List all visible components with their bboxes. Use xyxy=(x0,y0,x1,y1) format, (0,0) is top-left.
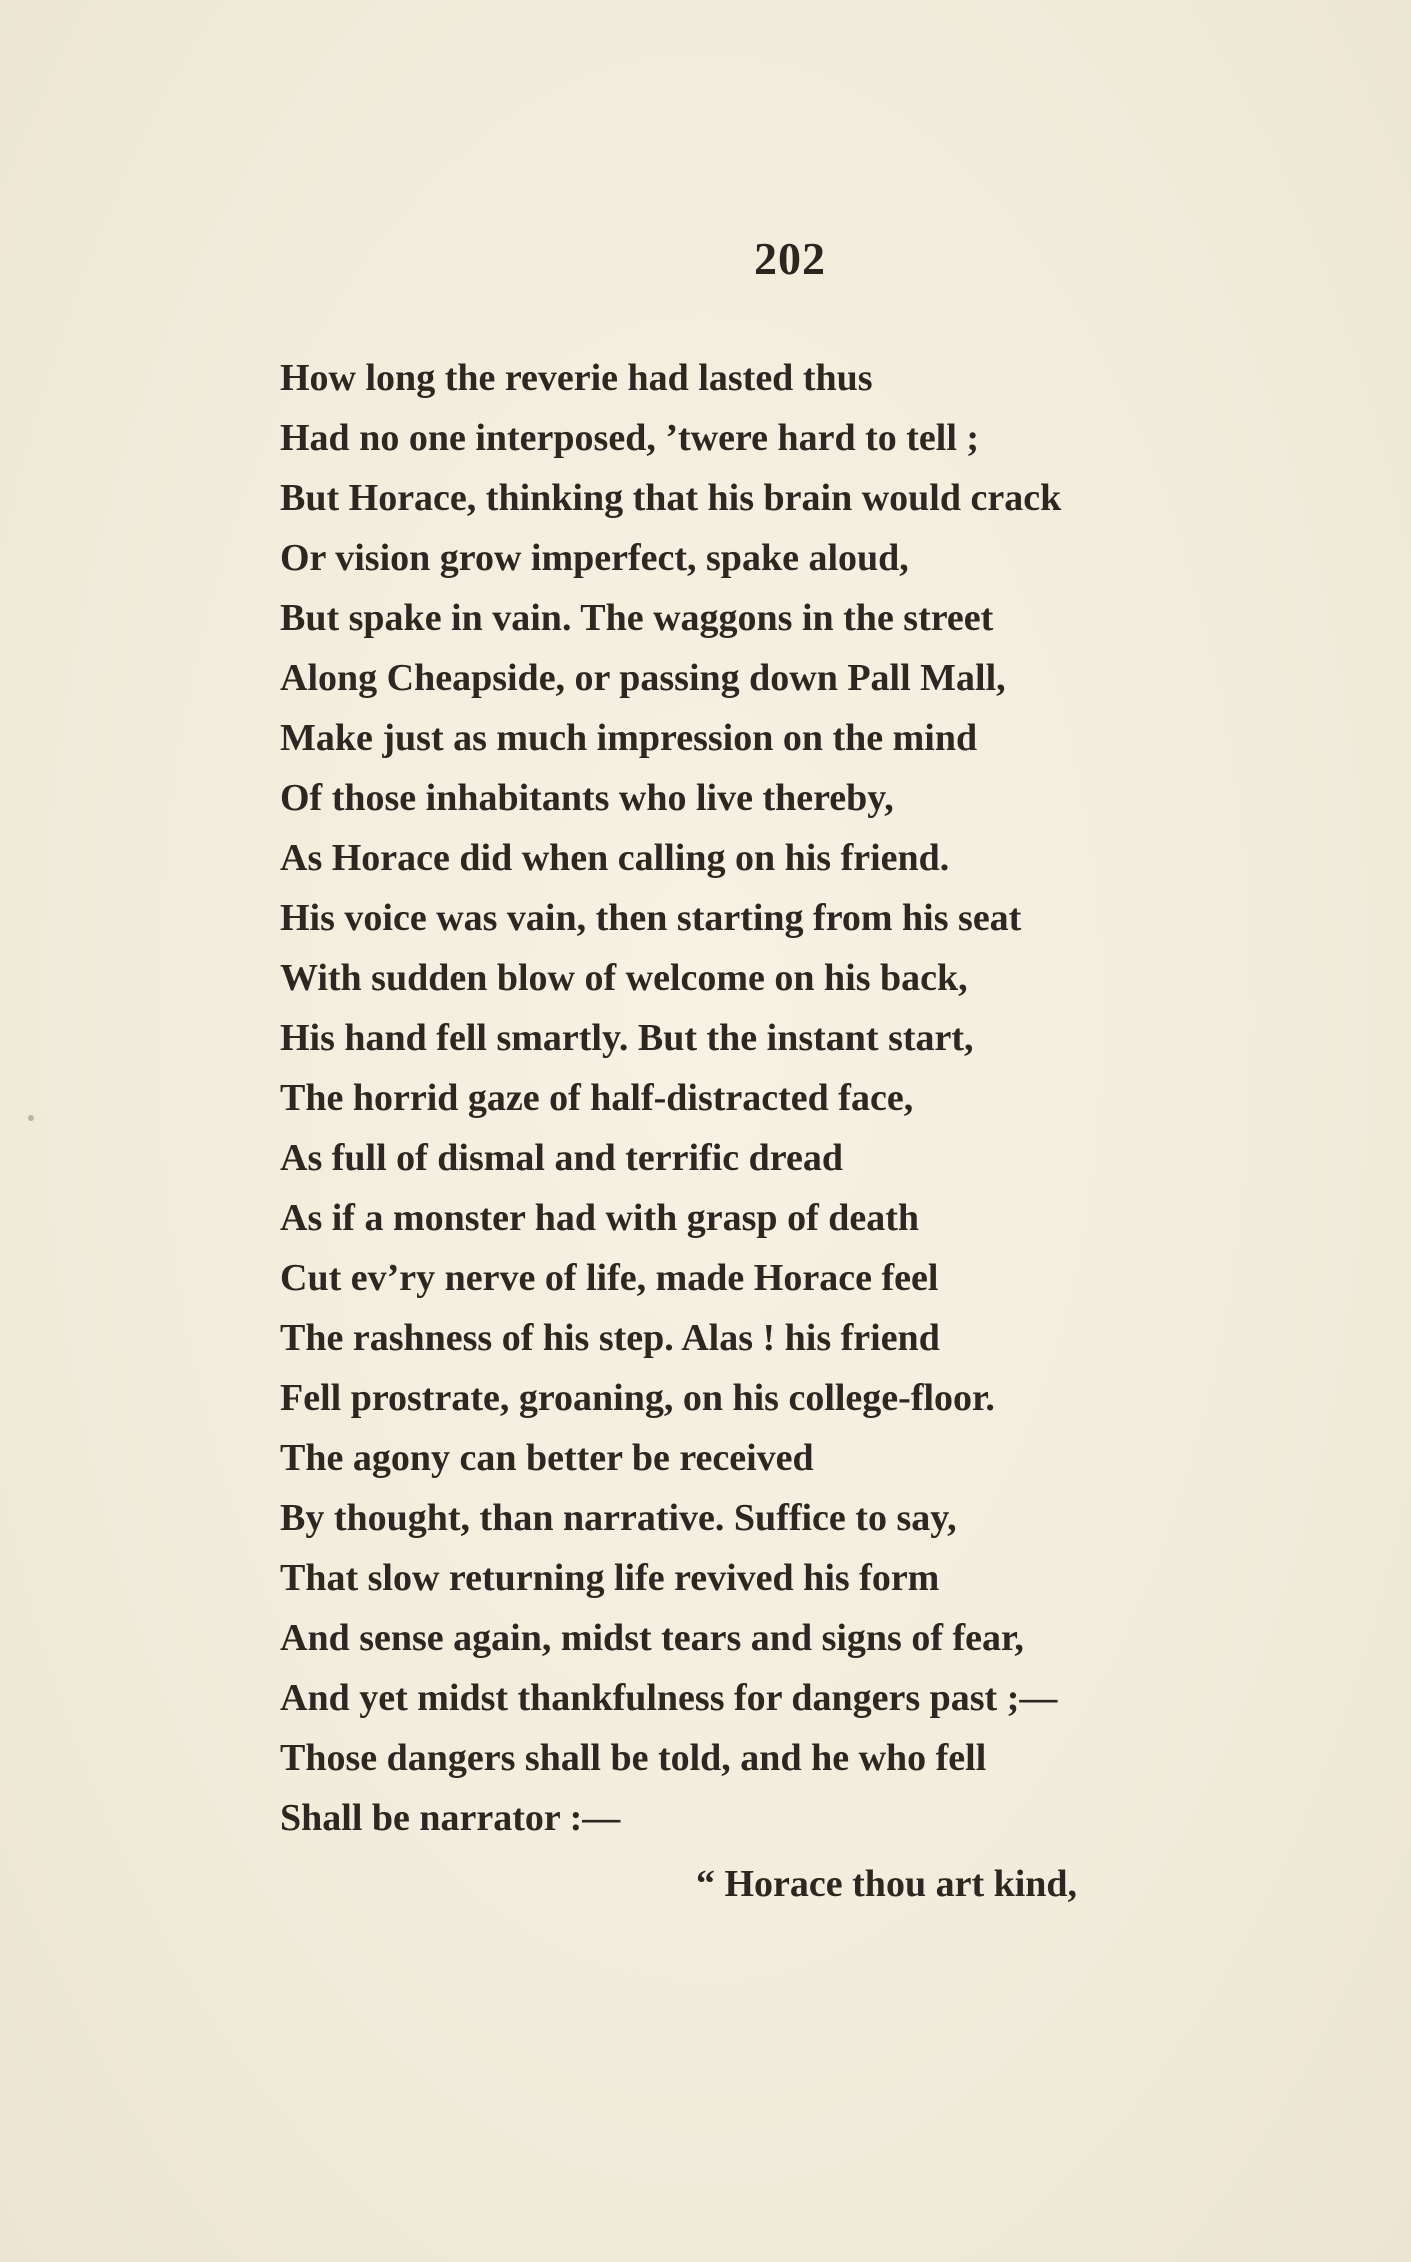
poem-line: His voice was vain, then starting from his seat xyxy=(280,897,1022,939)
poem-text xyxy=(280,348,1380,1914)
poem-final-line: “ Horace thou art kind, xyxy=(696,1863,1078,1905)
poem-line: But spake in vain. The waggons in the street xyxy=(280,597,994,639)
poem-line: That slow returning life revived his form xyxy=(280,1557,940,1599)
poem-line: Along Cheapside, or passing down Pall Mall, xyxy=(280,657,1006,699)
poem-line: Those dangers shall be told, and he who fell xyxy=(280,1737,987,1779)
poem-line: As full of dismal and terrific dread xyxy=(280,1137,843,1179)
poem-line: The agony can better be received xyxy=(280,1437,814,1479)
poem-line: How long the reverie had lasted thus xyxy=(280,357,873,399)
poem-line: Of those inhabitants who live thereby, xyxy=(280,777,894,819)
poem-line: And yet midst thankfulness for dangers past ;— xyxy=(280,1677,1058,1719)
poem-line: Had no one interposed, ’twere hard to tell ; xyxy=(280,417,980,459)
poem-line: With sudden blow of welcome on his back, xyxy=(280,957,968,999)
poem-line: And sense again, midst tears and signs of fear, xyxy=(280,1617,1024,1659)
poem-line: By thought, than narrative. Suffice to say, xyxy=(280,1497,957,1539)
paper-speck xyxy=(28,1115,34,1121)
poem-line: As Horace did when calling on his friend. xyxy=(280,837,950,879)
poem-line: The horrid gaze of half-distracted face, xyxy=(280,1077,914,1119)
poem-line: Or vision grow imperfect, spake aloud, xyxy=(280,537,909,579)
poem-line: But Horace, thinking that his brain would crack xyxy=(280,477,1062,519)
poem-line: As if a monster had with grasp of death xyxy=(280,1197,920,1239)
poem-line: His hand fell smartly. But the instant start, xyxy=(280,1017,974,1059)
poem-line: The rashness of his step. Alas ! his friend xyxy=(280,1317,940,1359)
poem-line: Make just as much impression on the mind xyxy=(280,717,978,759)
poem-line: Cut ev’ry nerve of life, made Horace feel xyxy=(280,1257,939,1299)
page-number: 202 xyxy=(754,233,826,284)
poem-line: Fell prostrate, groaning, on his college-floor. xyxy=(280,1377,995,1419)
poem-line: Shall be narrator :— xyxy=(280,1797,621,1839)
